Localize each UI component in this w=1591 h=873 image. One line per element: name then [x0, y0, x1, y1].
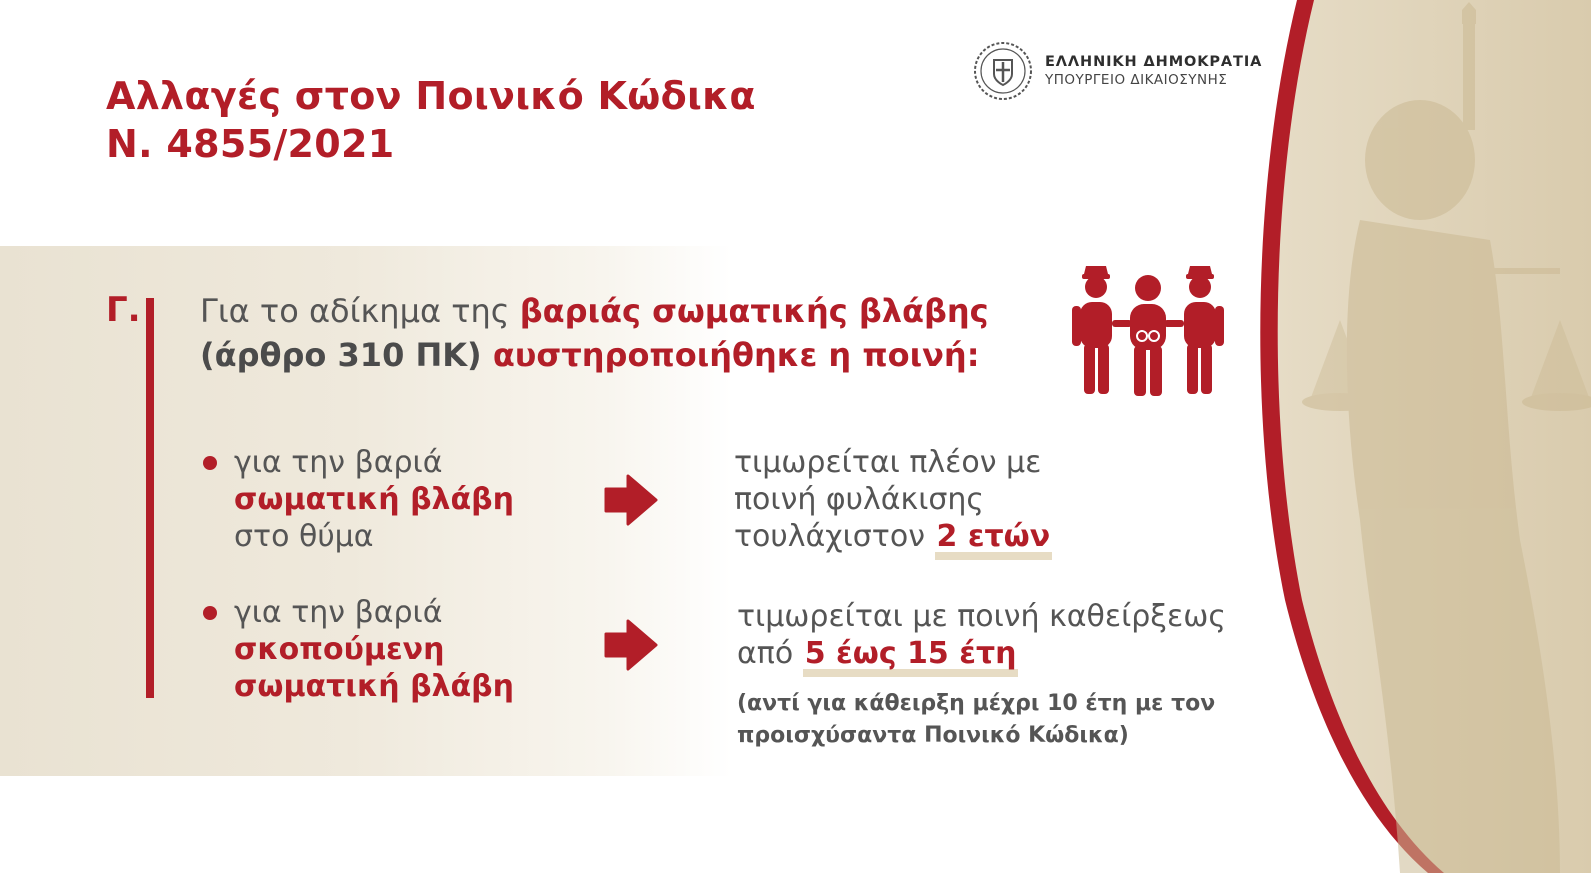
- condition-1-line-3: στο θύμα: [234, 519, 374, 554]
- page-title: [106, 72, 756, 168]
- condition-2-highlight-1: σκοπούμενη: [234, 632, 445, 667]
- arrest-people-icon: [1062, 262, 1234, 400]
- result-2-highlight: 5 έως 15 έτη: [803, 639, 1019, 677]
- result-2-line-1: τιμωρείται με ποινή καθείρξεως: [737, 599, 1226, 634]
- condition-1-highlight: σωματική βλάβη: [234, 482, 514, 517]
- intro-text-1: Για το αδίκημα της: [200, 292, 520, 330]
- result-2-note: [737, 688, 1215, 752]
- title-line-2: Ν. 4855/2021: [106, 122, 395, 166]
- intro-article: (άρθρο 310 ΠΚ): [200, 336, 493, 374]
- section-letter: Γ.: [106, 290, 141, 330]
- section-vertical-rule: [146, 298, 154, 698]
- note-line-1: (αντί για κάθειρξη μέχρι 10 έτη με τον: [737, 691, 1216, 716]
- condition-1-line-1: για την βαριά: [234, 445, 443, 480]
- bullet-dot-icon: [203, 456, 217, 470]
- result-1: [734, 444, 1052, 560]
- arrow-right-icon: [604, 474, 658, 526]
- result-2: [737, 598, 1226, 677]
- condition-2-line-1: για την βαριά: [234, 595, 443, 630]
- condition-1: [234, 444, 514, 555]
- title-line-1: Αλλαγές στον Ποινικό Κώδικα: [106, 74, 756, 118]
- result-1-line-3: τουλάχιστον: [734, 519, 935, 554]
- greek-coat-of-arms-icon: [973, 40, 1033, 102]
- org-line-1: ΕΛΛΗΝΙΚΗ ΔΗΜΟΚΡΑΤΙΑ: [1045, 54, 1263, 70]
- ministry-logo: [973, 40, 1262, 102]
- note-line-2: προισχύσαντα Ποινικό Κώδικα): [737, 723, 1129, 748]
- arrow-right-icon: [604, 619, 658, 671]
- bullet-dot-icon: [203, 606, 217, 620]
- condition-2: [234, 594, 514, 705]
- result-1-line-1: τιμωρείται πλέον με: [734, 445, 1042, 480]
- org-line-2: ΥΠΟΥΡΓΕΙΟ ΔΙΚΑΙΟΣΥΝΗΣ: [1045, 72, 1228, 88]
- result-1-line-2: ποινή φυλάκισης: [734, 482, 985, 517]
- condition-2-highlight-2: σωματική βλάβη: [234, 669, 514, 704]
- intro-highlight-2: αυστηροποιήθηκε η ποινή:: [492, 336, 980, 374]
- intro-highlight-1: βαριάς σωματικής βλάβης: [519, 292, 989, 330]
- result-2-line-2: από: [737, 636, 803, 671]
- result-1-highlight: 2 ετών: [935, 522, 1053, 560]
- section-intro: [200, 289, 989, 377]
